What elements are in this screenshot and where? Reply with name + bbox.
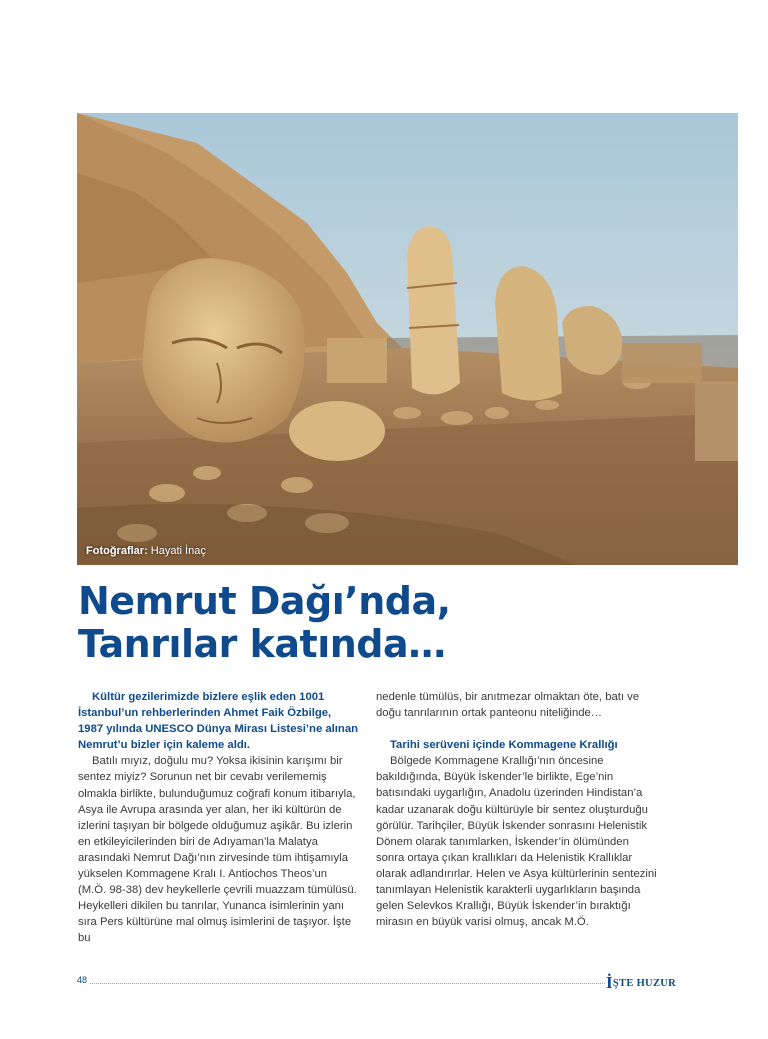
magazine-brand — [606, 971, 676, 991]
page-number: 48 — [77, 975, 88, 985]
photo-credit-name: Hayati İnaç — [150, 545, 206, 557]
article-paragraph-2: Bölgede Kommagene Krallığı’nın öncesine bakıldığında, Büyük İskender’le birlikte, Ege’nin batısındaki uygarlığın, Anadolu üzerinden Hindistan’a kadar uzanarak doğu kültürüyle bir sentez oluşturduğu görülür. Tarihçiler, Büyük İskender sonrasını Helenistik Dönem olarak tanımlarken, İskender’in ölümünden sonra ortaya çıkan krallıkları da Helenistik Krallıklar olarak adlandırırlar. Helen ve Asya kültürlerinin sentezini tanımlayan Helenistik karakterli uygarlıkların başında gelen Selevkos Krallığı, Büyük İskender’in bıraktığı mirasın en büyük varisi olmuş, ancak M.Ö. — [376, 755, 657, 929]
title-line-2: Tanrılar katında… — [78, 622, 446, 666]
article-subheading: Tarihi serüveni içinde Kommagene Krallığı — [390, 739, 618, 752]
article-title — [78, 580, 678, 666]
photo-credit — [86, 545, 206, 557]
article-lead: Kültür gezilerimizde bizlere eşlik eden 1001 İstanbul’un rehberlerinden Ahmet Faik Özbilge, 1987 yılında UNESCO Dünya Mirası Listesi’ne alınan Nemrut’u bizler için kaleme aldı. — [78, 691, 359, 752]
brand-initial: İ — [606, 973, 613, 992]
nemrut-statues-image — [77, 113, 738, 565]
title-line-1: Nemrut Dağı’nda, — [78, 579, 451, 623]
footer-divider — [90, 983, 605, 984]
photo-credit-label: Fotoğraflar: — [86, 545, 148, 557]
article-column-right — [376, 689, 658, 930]
hero-photo — [77, 113, 738, 565]
article-paragraph-1-continued: nedenle tümülüs, bir anıtmezar olmaktan öte, batı ve doğu tanrılarının ortak panteonu niteliğinde… — [376, 691, 640, 720]
brand-rest: ŞTE HUZUR — [612, 978, 677, 989]
article-paragraph-1: Batılı mıyız, doğulu mu? Yoksa ikisinin karışımı bir sentez miyiz? Sorunun net bir cevabı verilememiş olmakla birlikte, bulunduğumuz coğrafi konum itibarıyla, Asya ile Avrupa arasında yer alan, her iki kültürün de izlerini taşıyan bir bölgede olduğumuz aşikâr. Bu izlerin en etkileyicilerinden biri de Adıyaman’la Malatya arasındaki Nemrut Dağı’nın zirvesinde tüm ihtişamıyla yükselen Kommagene Kralı I. Antiochos Theos’un (M.Ö. 98-38) dev heykellerle çevrili muazzam tümülüsü. Heykelleri dikilen bu tanrılar, Yunanca isimlerinin yanı sıra Pers kültürüne mal olmuş isimlerini de taşıyor. İşte bu — [78, 755, 357, 945]
article-column-left — [78, 689, 358, 947]
